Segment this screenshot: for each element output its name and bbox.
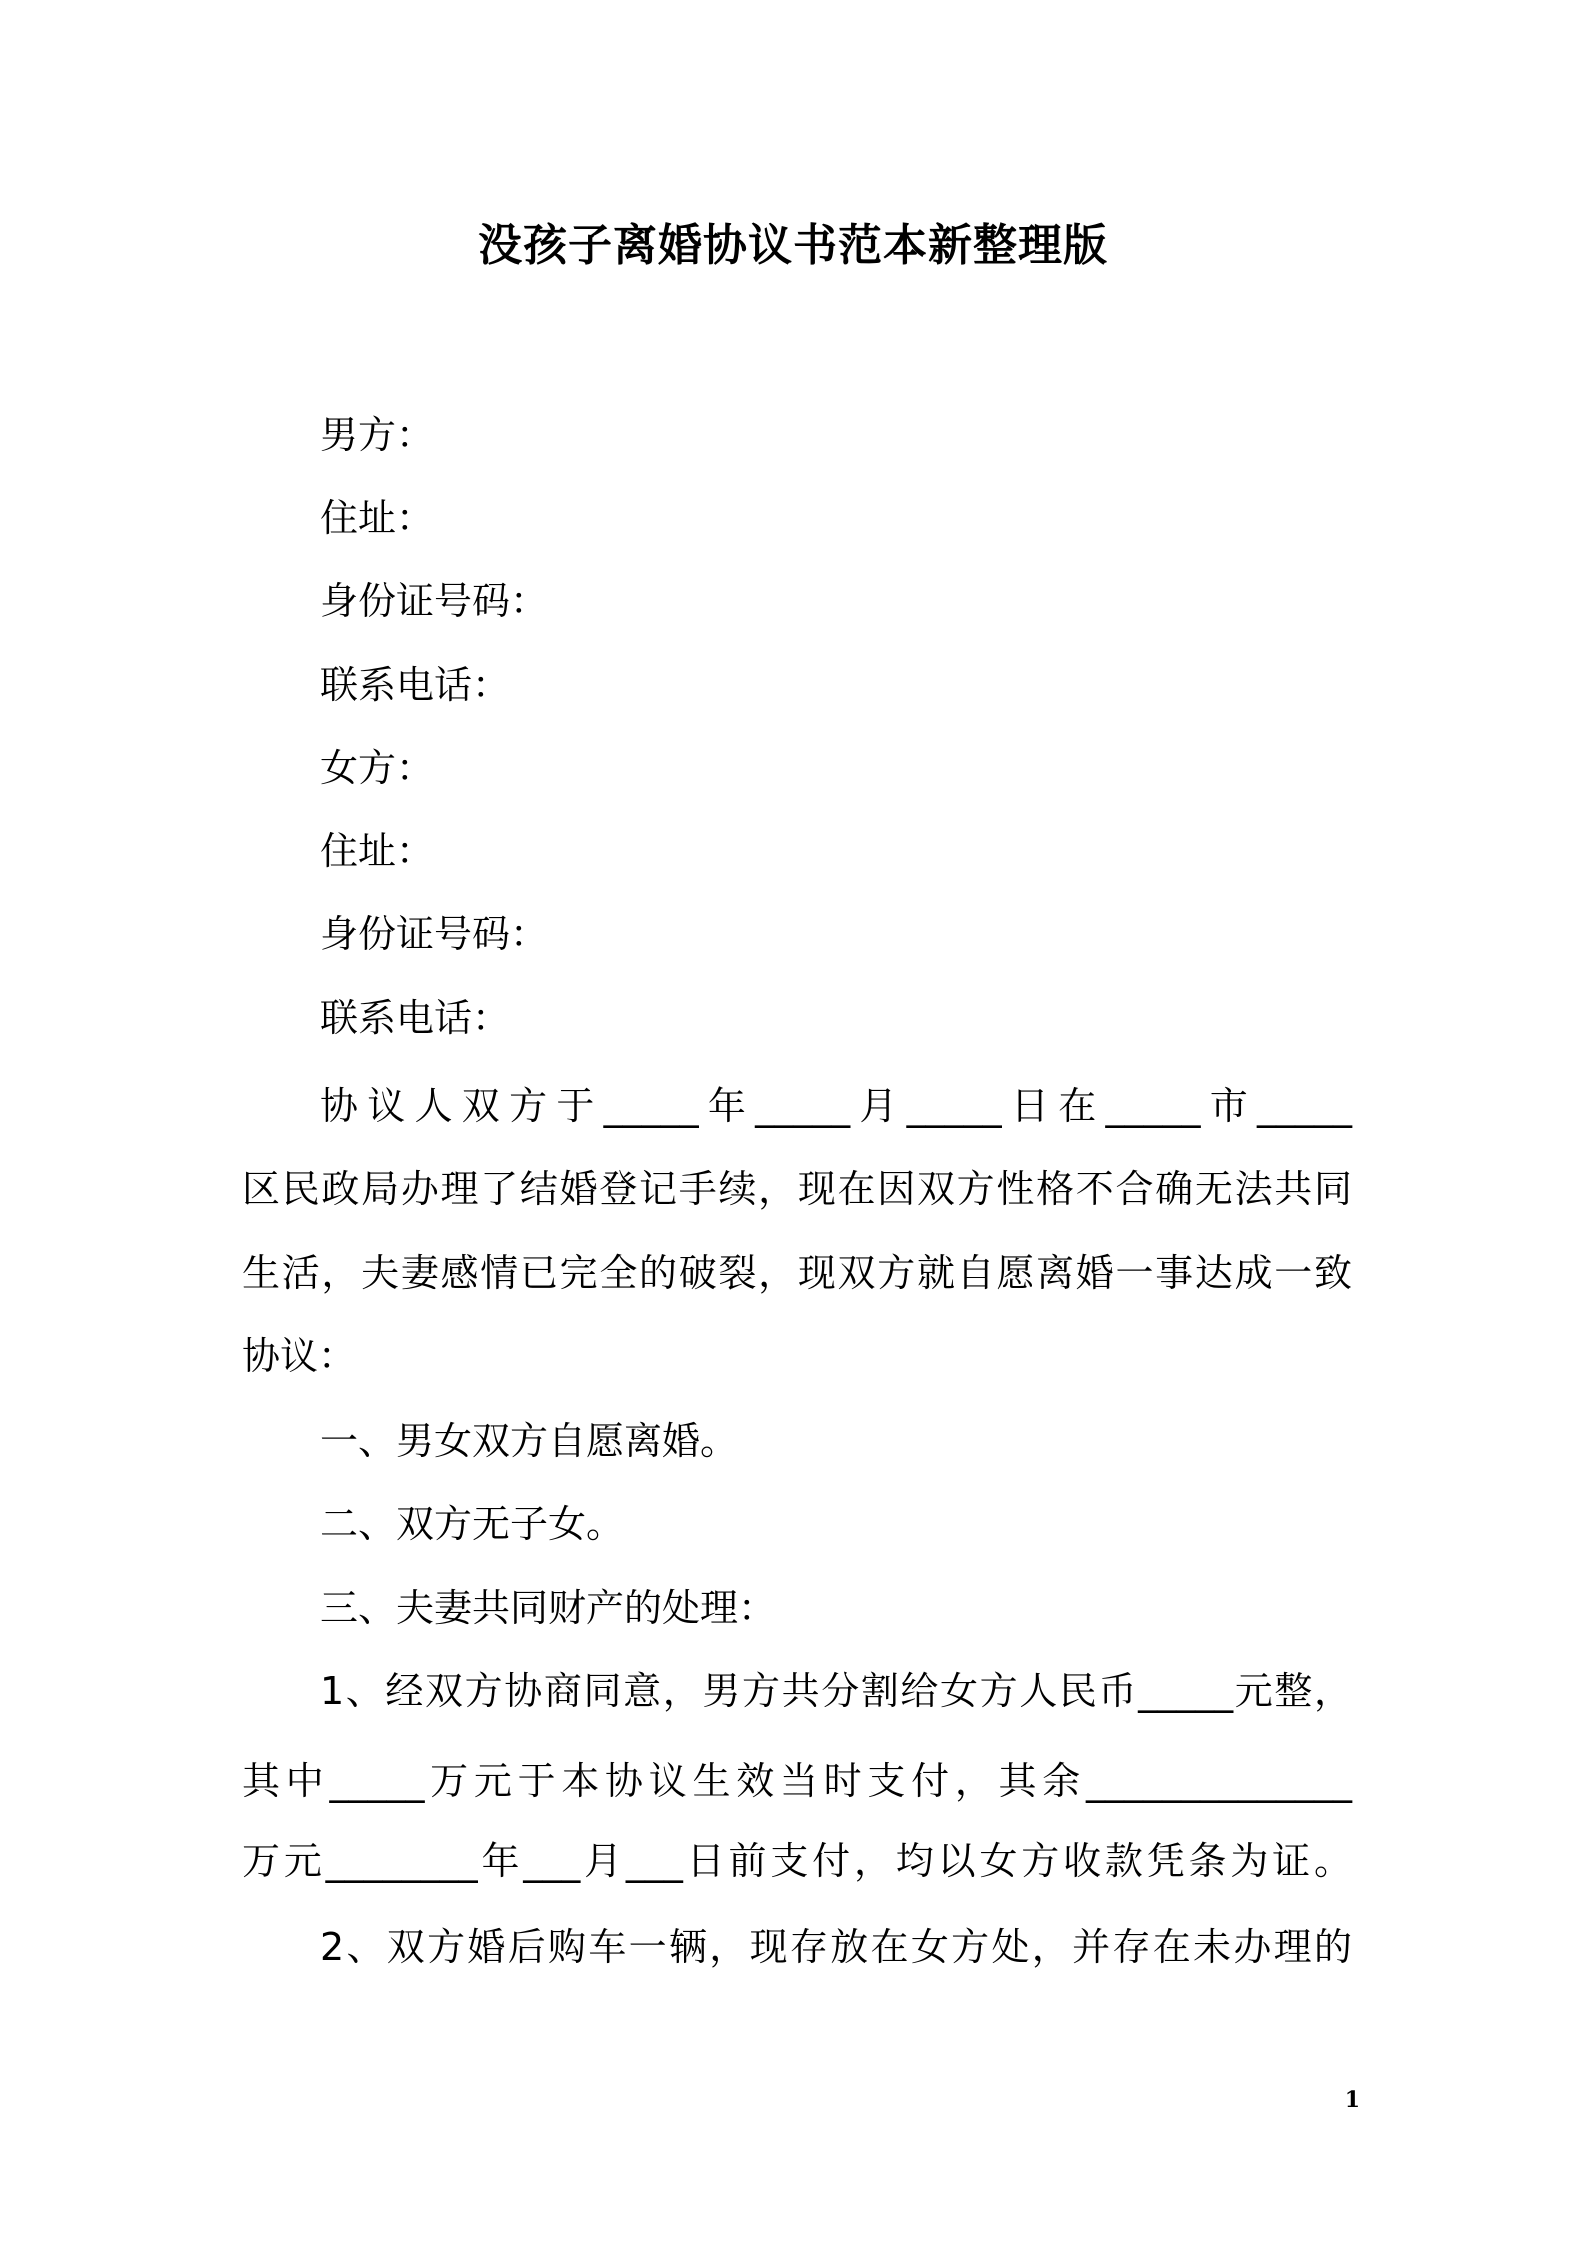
paragraph-line: 区民政局办理了结婚登记手续，现在因双方性格不合确无法共同	[242, 1167, 1352, 1211]
clause-two: 二、双方无子女。	[320, 1502, 625, 1546]
document-title: 没孩子离婚协议书范本新整理版	[478, 220, 1108, 271]
field-female-address: 住址：	[320, 829, 435, 873]
field-male-party: 男方：	[320, 413, 435, 457]
paragraph-line: 2、双方婚后购车一辆，现存放在女方处，并存在未办理的	[320, 1925, 1352, 1969]
field-female-phone: 联系电话：	[320, 996, 511, 1040]
paragraph-line: 万元________年___月___日前支付，均以女方收款凭条为证。	[242, 1839, 1352, 1883]
paragraph-line: 协议：	[242, 1334, 357, 1378]
clause-three: 三、夫妻共同财产的处理：	[320, 1586, 777, 1630]
field-male-id-number: 身份证号码：	[320, 579, 549, 623]
paragraph-line: 1、经双方协商同意，男方共分割给女方人民币_____元整，	[320, 1669, 1352, 1713]
paragraph-line: 生活，夫妻感情已完全的破裂，现双方就自愿离婚一事达成一致	[242, 1251, 1352, 1295]
field-male-phone: 联系电话：	[320, 663, 511, 707]
field-female-party: 女方：	[320, 746, 435, 790]
paragraph-line: 协议人双方于_____年_____月_____日在_____市_____	[320, 1084, 1352, 1128]
field-male-address: 住址：	[320, 496, 435, 540]
page-number: 1	[1344, 2087, 1360, 2113]
field-female-id-number: 身份证号码：	[320, 912, 549, 956]
clause-one: 一、男女双方自愿离婚。	[320, 1419, 739, 1463]
paragraph-line: 其中_____万元于本协议生效当时支付，其余______________	[242, 1759, 1352, 1803]
